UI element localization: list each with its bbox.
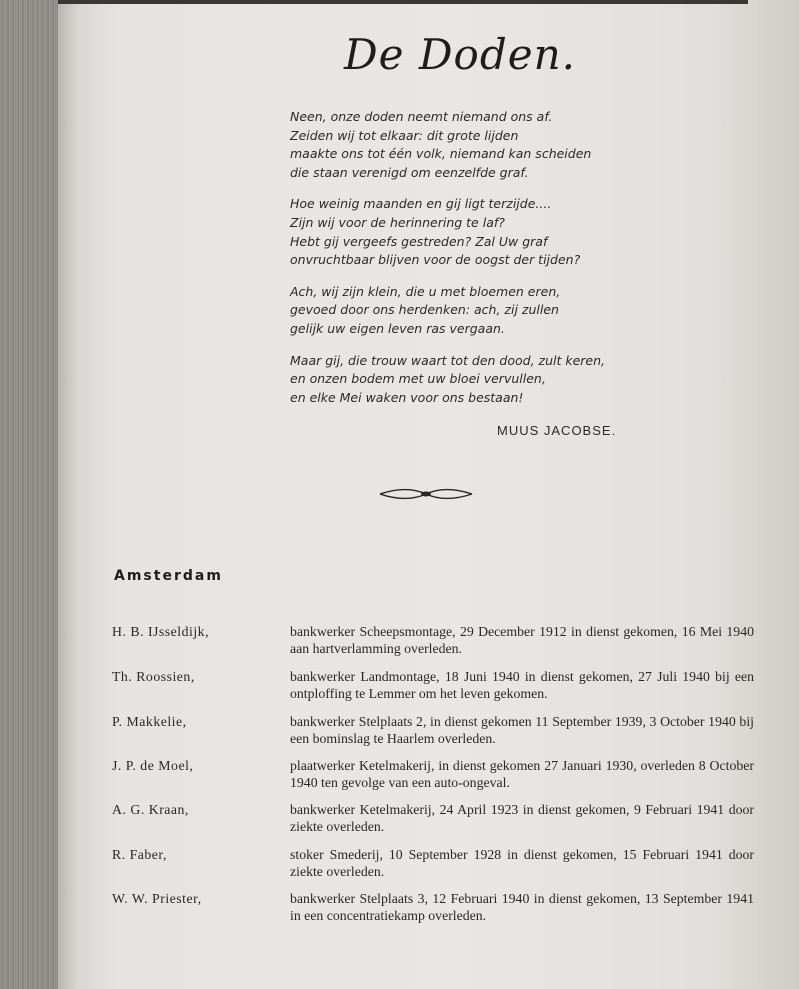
poem xyxy=(290,108,670,420)
entry-name: A. G. Kraan, xyxy=(112,802,189,817)
top-rule xyxy=(58,0,748,4)
entry-name: H. B. IJsseldijk, xyxy=(112,624,210,639)
poem-line: Neen, onze doden neemt niemand ons af. xyxy=(290,109,553,124)
poem-line: Hoe weinig maanden en gij ligt terzijde.... xyxy=(290,196,552,212)
poem-line: Maar gij, die trouw waart tot den dood, zult keren, xyxy=(290,352,606,368)
poem-stanza xyxy=(290,283,670,339)
book-page-edges xyxy=(0,0,62,989)
poem-stanza xyxy=(290,108,670,182)
entry-description: bankwerker Stelplaats 3, 12 Februari 1940 in dienst gekomen, 13 September 1941 in een concentratiekamp overleden. xyxy=(290,891,754,923)
poem-stanza xyxy=(290,195,670,269)
entry-name: J. P. de Moel, xyxy=(112,758,194,773)
entry-name: P. Makkelie, xyxy=(112,714,187,729)
poem-line: en elke Mei waken voor ons bestaan! xyxy=(290,389,524,405)
entry-name: W. W. Priester, xyxy=(112,891,202,906)
poem-stanza xyxy=(290,352,670,408)
poem-line: Zeiden wij tot elkaar: dit grote lijden xyxy=(290,127,519,143)
poem-line: Zijn wij voor de herinnering te laf? xyxy=(290,214,505,230)
poem-line: Ach, wij zijn klein, die u met bloemen eren, xyxy=(290,283,561,299)
poem-line: onvruchtbaar blijven voor de oogst der tijden? xyxy=(290,252,581,268)
entry-name: R. Faber, xyxy=(112,847,167,862)
poem-line: en onzen bodem met uw bloei vervullen, xyxy=(290,371,546,387)
ornament-divider-icon xyxy=(378,485,474,503)
entry-name: Th. Roossien, xyxy=(112,669,195,684)
poem-line: Hebt gij vergeefs gestreden? Zal Uw graf xyxy=(290,233,548,249)
entry-description: stoker Smederij, 10 September 1928 in dienst gekomen, 15 Februari 1941 door ziekte overleden. xyxy=(290,847,754,879)
poem-line: gelijk uw eigen leven ras vergaan. xyxy=(290,320,505,336)
page-title: De Doden. xyxy=(344,30,576,79)
poem-line: die staan verenigd om eenzelfde graf. xyxy=(290,164,529,180)
entry-description: bankwerker Stelplaats 2, in dienst gekomen 11 September 1939, 3 October 1940 bij een bominslag te Haarlem overleden. xyxy=(290,714,754,746)
entry-description: bankwerker Ketelmakerij, 24 April 1923 in dienst gekomen, 9 Februari 1941 door ziekte overleden. xyxy=(290,802,754,834)
entry-description: plaatwerker Ketelmakerij, in dienst gekomen 27 Januari 1930, overleden 8 October 1940 ten gevolge van een auto-ongeval. xyxy=(290,758,754,790)
poem-author: MUUS JACOBSE. xyxy=(497,423,617,438)
poem-line: maakte ons tot één volk, niemand kan scheiden xyxy=(290,146,592,162)
entry-description: bankwerker Scheepsmontage, 29 December 1912 in dienst gekomen, 16 Mei 1940 aan hartverlamming overleden. xyxy=(290,624,754,656)
poem-line: gevoed door ons herdenken: ach, zij zullen xyxy=(290,302,559,318)
section-heading: Amsterdam xyxy=(114,568,223,584)
entry-description: bankwerker Landmontage, 18 Juni 1940 in dienst gekomen, 27 Juli 1940 bij een ontploffing te Lemmer om het leven gekomen. xyxy=(290,669,754,701)
